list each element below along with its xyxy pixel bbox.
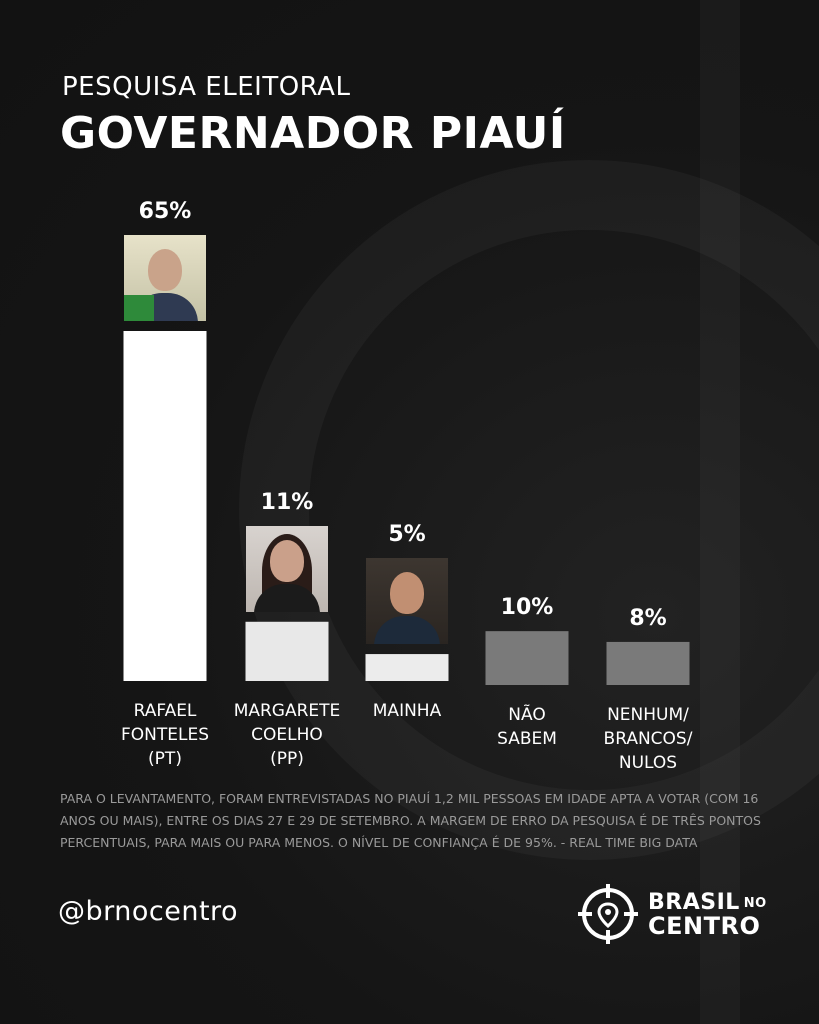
- brand-logo: [578, 884, 778, 944]
- candidate-photo-margarete-coelho: [246, 526, 328, 612]
- category-label-2: MAINHA: [372, 701, 442, 721]
- poll-kicker: PESQUISA ELEITORAL: [62, 72, 351, 102]
- category-label-3: NÃO SABEM: [497, 705, 557, 749]
- bar-3: [486, 631, 569, 685]
- bar-0: [124, 331, 207, 681]
- logo-text-line2: CENTRO: [648, 912, 761, 940]
- value-label-0: 65%: [138, 199, 192, 224]
- bar-2: [366, 654, 449, 681]
- value-label-4: 8%: [629, 605, 667, 631]
- candidate-photo-rafael-fonteles: [124, 235, 206, 321]
- logo-text-line1: BRASIL NO: [648, 890, 767, 915]
- bar-1: [246, 622, 329, 681]
- candidate-photo-mainha: [366, 558, 448, 644]
- value-label-2: 5%: [388, 522, 426, 548]
- value-label-1: 11%: [260, 489, 314, 515]
- category-label-1: MARGARETE COELHO (PP): [233, 701, 341, 769]
- category-label-4: NENHUM/ BRANCOS/ NULOS: [603, 705, 693, 773]
- social-handle: @brnocentro: [58, 896, 239, 927]
- page-title: GOVERNADOR PIAUÍ: [60, 108, 566, 159]
- category-label-0: RAFAEL FONTELES (PT): [120, 701, 209, 769]
- value-label-3: 10%: [500, 595, 554, 621]
- crosshair-pin-icon: [578, 884, 638, 944]
- methodology-note: PARA O LEVANTAMENTO, FORAM ENTREVISTADAS NO PIAUÍ 1,2 MIL PESSOAS EM IDADE APTA A VOTAR (COM 16 ANOS OU MAIS), ENTRE OS DIAS 27 E 29 DE SETEMBRO. A MARGEM DE ERRO DA PESQUISA É DE TRÊS PONTOS PERCENTUAIS, PARA MAIS OU PARA MENOS. O NÍVEL DE CONFIANÇA É DE 95%. - REAL TIME BIG DATA: [60, 791, 761, 850]
- bar-4: [607, 642, 690, 685]
